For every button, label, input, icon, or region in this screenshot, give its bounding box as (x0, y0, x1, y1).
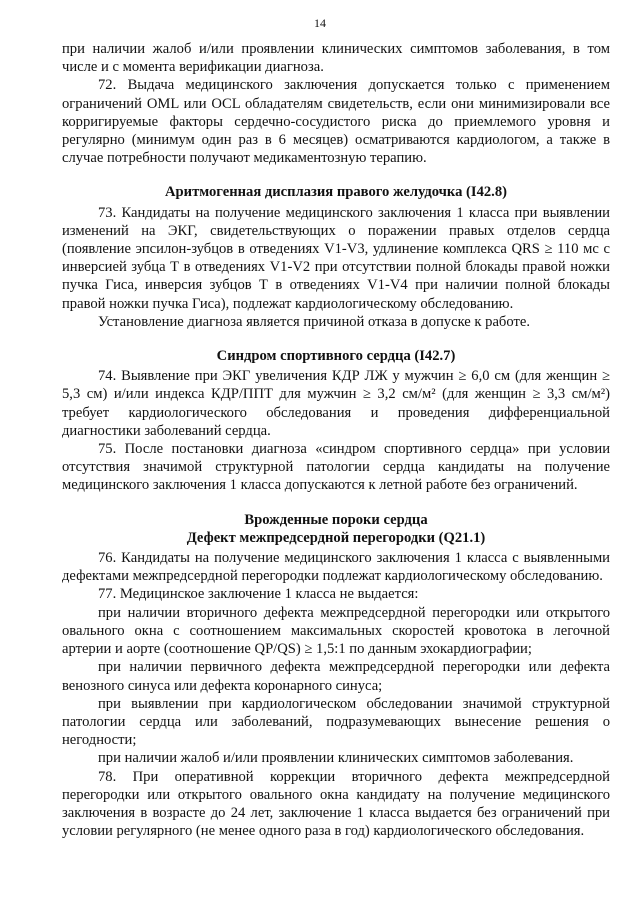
paragraph-77-item-1: при наличии вторичного дефекта межпредсердной перегородки или открытого овального окна с соотношением максимальных скоростей кровотока в легочной артерии и аорте (соотношение QP/QS) ≥ 1,5:1 по данным эхокардиографии; (62, 604, 610, 658)
paragraph-77: 77. Медицинское заключение 1 класса не выдается: (98, 586, 419, 603)
heading-arrhythmogenic-dysplasia: Аритмогенная дисплазия правого желудочка (I42.8) (165, 184, 507, 201)
paragraph-75: 75. После постановки диагноза «синдром спортивного сердца» при условии отсутствия значимой структурной патологии сердца кандидаты на получение медицинского заключения 1 класса допускаются к летной работе без ограничений. (62, 441, 610, 494)
paragraph-intro: при наличии жалоб и/или проявлении клинических симптомов заболевания, в том числе и с момента верификации диагноза. (62, 41, 610, 76)
paragraph-72: 72. Выдача медицинского заключения допускается только с применением ограничений OML или OCL обладателям свидетельств, если они минимизировали все корригируемые факторы сердечно-сосудистого риска до приемлемого уровня и регулярно (минимум один раз в 6 месяцев) осматриваются кардиологом, а также в случае потребности получают медикаментозную терапию. (62, 77, 610, 167)
page-number: 14 (314, 16, 326, 30)
paragraph-73: 73. Кандидаты на получение медицинского заключения 1 класса при выявлении изменений на ЭКГ, свидетельствующих о поражении правых отделов сердца (появление эпсилон-зубцов в отведениях V1-V3, удлинение комплекса QRS ≥ 110 мс с инверсией зубца Т в отведениях V1-V2 при отсутствии полной блокады правой ножки пучка Гиса, инверсия зубцов Т в отведениях V1-V4 при наличии полной блокады правой ножки пучка Гиса), подлежат кардиологическому обследованию. (62, 204, 610, 312)
paragraph-76: 76. Кандидаты на получение медицинского заключения 1 класса с выявленными дефектами межпредсердной перегородки подлежат кардиологическому обследованию. (62, 550, 610, 585)
heading-congenital-defects: Врожденные пороки сердца (244, 511, 428, 528)
heading-atrial-septal-defect: Дефект межпредсердной перегородки (Q21.1) (186, 529, 486, 546)
document-body (62, 40, 610, 840)
paragraph-74: 74. Выявление при ЭКГ увеличения КДР ЛЖ у мужчин ≥ 6,0 см (для женщин ≥ 5,3 см) и/или индекса КДР/ППТ для мужчин ≥ 3,2 см/м² (для женщин ≥ 3,3 см/м²) требует кардиологического обследования и проведения дифференциальной диагностики заболеваний сердца. (62, 368, 610, 439)
paragraph-77-item-3: при выявлении при кардиологическом обследовании значимой структурной патологии сердца или заболеваний, подразумевающих вынесение решения о негодности; (62, 695, 610, 749)
paragraph-73-conclusion: Установление диагноза является причиной отказа в допуске к работе. (98, 313, 530, 330)
heading-athlete-heart: Синдром спортивного сердца (I42.7) (216, 348, 456, 365)
paragraph-77-item-2: при наличии первичного дефекта межпредсердной перегородки или дефекта венозного синуса или дефекта коронарного синуса; (62, 659, 610, 694)
paragraph-78: 78. При оперативной коррекции вторичного дефекта межпредсердной перегородки или открытого овального окна кандидату на получение медицинского заключения в возрасте до 24 лет, заключение 1 класса выдается без ограничений при условии регулярного (не менее одного раза в год) кардиологического обследования. (62, 768, 610, 840)
paragraph-77-item-4: при наличии жалоб и/или проявлении клинических симптомов заболевания. (98, 750, 574, 767)
